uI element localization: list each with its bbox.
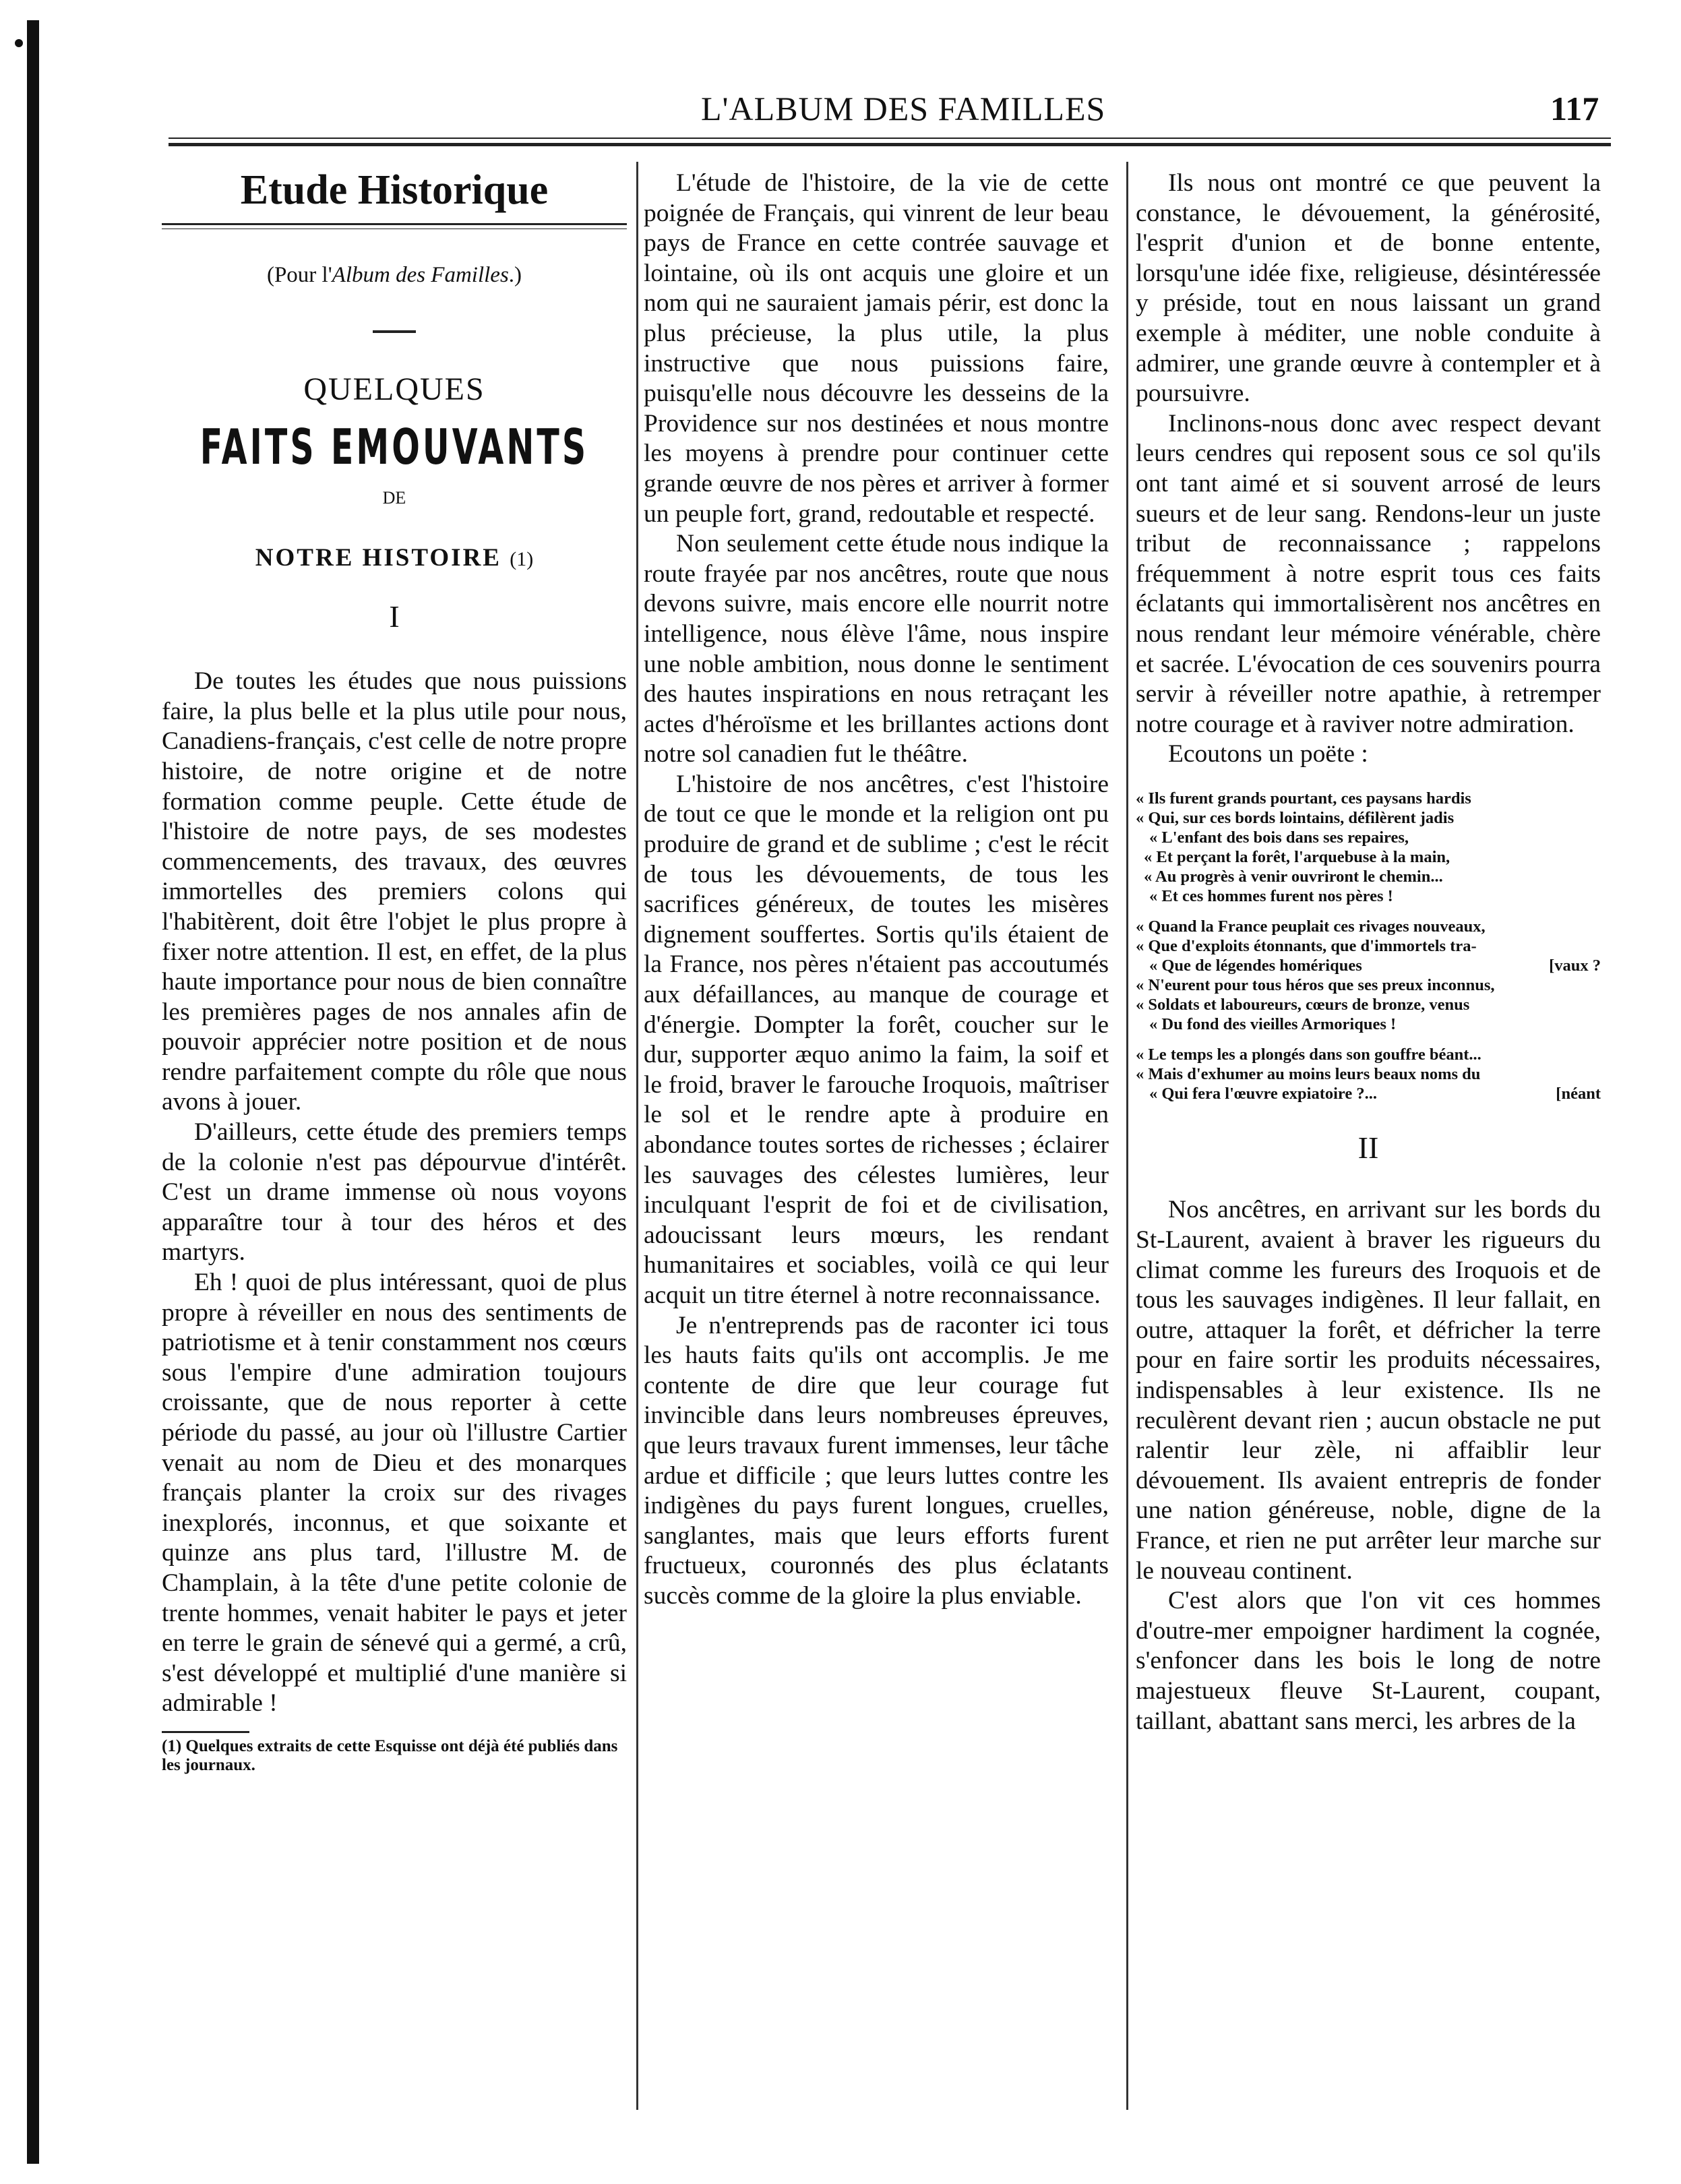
poem-line: « Le temps les a plongés dans son gouffre béant... [1136, 1045, 1481, 1064]
section-numeral-2: II [1357, 1130, 1379, 1165]
column-2 [644, 169, 1109, 1612]
poem-line: « N'eurent pour tous héros que ses preux inconnus, [1136, 975, 1495, 994]
byline-publication: Album des Familles [332, 262, 509, 287]
poem-line: « Ils furent grands pourtant, ces paysans hardis [1136, 789, 1471, 808]
paragraph: C'est alors que l'on vit ces hommes d'outre-mer empoigner hardiment la cognée, s'enfoncer dans les bois le long de notre majestueux fleuve St-Laurent, coupant, taillant, abattant sans merci, les arbres de la [1136, 1587, 1601, 1735]
paragraph: D'ailleurs, cette étude des premiers temps de la colonie n'est pas dépourvue d'intérêt. C'est un drame immense où nous voyons apparaître tour à tour des héros et des martyrs. [162, 1118, 627, 1267]
poem-stanza-2 [1136, 917, 1601, 1034]
poem-line: « Au progrès à venir ouvriront le chemin... [1144, 867, 1443, 886]
poem-line [1136, 956, 1601, 975]
poem-line: « L'enfant des bois dans ses repaires, [1149, 828, 1409, 847]
poem-stanza-3 [1136, 1045, 1601, 1103]
poem-line: « Mais d'exhumer au moins leurs beaux noms du [1136, 1064, 1481, 1083]
poem-line [1136, 1084, 1601, 1103]
poem-line: « Du fond des vieilles Armoriques ! [1149, 1014, 1397, 1033]
title-main: FAITS EMOUVANTS [200, 418, 589, 475]
poem-line-carry: [vaux ? [1549, 956, 1601, 975]
column-3 [1136, 169, 1601, 1736]
poem-line: « Qui, sur ces bords lointains, défilèrent jadis [1136, 808, 1455, 827]
poem-line: « Que d'exploits étonnants, que d'immortels tra- [1136, 936, 1477, 955]
poem-line-carry: [néant [1556, 1084, 1601, 1103]
paragraph: Je n'entreprends pas de raconter ici tous les hauts faits qu'ils ont accomplis. Je me contente de dire que leur courage fut invincible dans leurs nombreuses épreuves, que leurs travaux furent immenses, leur tâche ardue et difficile ; que leurs luttes contre les indigènes du pays furent longues, cruelles, sanglantes, mais que leurs efforts furent fructueux, couronnés des plus éclatants succès comme de la gloire la plus enviable. [644, 1311, 1109, 1610]
title-top: QUELQUES [303, 371, 485, 408]
margin-speck [15, 39, 23, 47]
byline-prefix: (Pour l' [266, 262, 332, 287]
paragraph: Ils nous ont montré ce que peuvent la constance, le dévouement, la générosité, l'esprit d'union et de bonne entente, lorsqu'une idée fixe, religieuse, désintéressée y préside, tout en nous laissant un grand exemple à méditer, une noble conduite à admirer, une grande œuvre à contempler et à poursuivre. [1136, 169, 1601, 408]
poem-line: « Quand la France peuplait ces rivages nouveaux, [1136, 917, 1486, 936]
article-heading: Etude Historique [240, 167, 549, 213]
column-divider-1 [636, 162, 638, 2110]
title-bottom [162, 543, 627, 575]
byline-suffix: .) [508, 262, 522, 287]
short-rule [373, 330, 416, 333]
paragraph: L'histoire de nos ancêtres, c'est l'histoire de tout ce que le monde et la religion ont pu produire de grand et de sublime ; c'est le récit de tous les dévouements, de tous les sacrifices généreux, de toutes les misères dignement souffertes. Sortis qu'ils étaient de la France, nos pères n'étaient pas accoutumés aux défaillances, au manque de courage et d'énergie. Dompter la forêt, coucher sur le dur, supporter æquo animo la faim, la soif et le froid, braver le farouche Iroquois, maîtriser le sol et le rendre apte à produire en abondance toutes sortes de richesses ; éclairer les sauvages des célestes lumières, leur inculquant l'esprit de foi et de civilisation, adoucissant leurs mœurs, les rendant humanitaires et sociables, voilà ce qui leur acquit un titre éternel à notre reconnaissance. [644, 770, 1109, 1309]
paragraph: De toutes les études que nous puissions faire, la plus belle et la plus utile pour nous, Canadiens-français, c'est celle de notre propre histoire, de notre origine et de notre formation comme peuple. Cette étude de l'histoire de notre pays, de ses modestes commencements, des travaux, des œuvres immortelles des premiers colons qui l'habitèrent, doit être l'objet le plus propre à fixer notre attention. Il est, en effet, de la plus haute importance pour nous de bien connaître les premières pages de nos annales afin de pouvoir apprécier notre position et de nous rendre parfaitement compte du rôle que nous avons à jouer. [162, 667, 627, 1116]
paragraph: Nos ancêtres, en arrivant sur les bords du St-Laurent, avaient à braver les rigueurs du climat comme les fureurs des Iroquois et de tous les sauvages indigènes. Il leur fallait, en outre, attaquer la forêt, et défricher la terre pour en faire sortir les produits nécessaires, indispensables à leur existence. Ils ne reculèrent devant rien ; aucun obstacle ne put ralentir leur zèle, ni affaiblir leur dévouement. Ils avaient entrepris de fonder une nation généreuse, noble, digne de la France, et rien ne put arrêter leur marche sur le nouveau continent. [1136, 1196, 1601, 1585]
paragraph: Inclinons-nous donc avec respect devant leurs cendres qui reposent sous ce sol qu'ils ont tant aimé et si souvent arrosé de leurs sueurs et de leur sang. Rendons-leur un juste tribut de reconnaissance ; rappelons fréquemment à notre esprit tous ces faits éclatants qui immortalisèrent nos ancêtres en nous rendant leur mémoire vénérable, chère et sacrée. L'évocation de ces souvenirs pourra servir à réveiller notre apathie, à retremper notre courage et à raviver notre admiration. [1136, 409, 1601, 738]
title-bottom-text: NOTRE HISTOIRE [255, 543, 501, 572]
footnote-ref: (1) [510, 547, 534, 570]
page-number: 117 [1550, 90, 1599, 127]
column-divider-2 [1126, 162, 1128, 2110]
poem-line: « Et perçant la forêt, l'arquebuse à la main, [1144, 847, 1450, 866]
running-title: L'ALBUM DES FAMILLES [701, 90, 1106, 127]
paragraph: Non seulement cette étude nous indique la route frayée par nos ancêtres, route que nous devons suivre, mais encore elle nourrit notre intelligence, nous élève l'âme, nous inspire une noble ambition, nous donne le sentiment des hautes inspirations en nous retraçant les actes d'héroïsme et les brillantes actions dont notre sol canadien fut le théâtre. [644, 530, 1109, 768]
section-numeral-1: I [389, 599, 400, 634]
footnote-rule [162, 1731, 249, 1733]
column-1 [162, 169, 627, 1775]
page-binding-edge [27, 20, 39, 2164]
poem-line-text: « Qui fera l'œuvre expiatoire ?... [1149, 1084, 1377, 1103]
paragraph: Eh ! quoi de plus intéressant, quoi de plus propre à réveiller en nous des sentiments de patriotisme et à tenir constamment nos cœurs sous l'empire d'une admiration toujours croissante, que de nous reporter à cette période du passé, au jour où l'illustre Cartier venait au nom de Dieu et des monarques français planter la croix sur des rivages inexplorés, inconnus, et que soixante et quinze ans plus tard, l'illustre M. de Champlain, à la tête d'une petite colonie de trente hommes, venait habiter le pays et jeter en terre le grain de sénevé qui a germé, a crû, s'est développé et multiplié d'une manière si admirable ! [162, 1269, 627, 1718]
poem [1136, 789, 1601, 1103]
poem-stanza-1 [1136, 789, 1601, 906]
poem-line: « Et ces hommes furent nos pères ! [1149, 886, 1393, 905]
paragraph: L'étude de l'histoire, de la vie de cette poignée de Français, qui vinrent de leur beau pays de France en cette contrée sauvage et lointaine, où ils ont acquis une gloire et un nom qui ne sauraient jamais périr, est donc la plus précieuse, la plus utile, la plus instructive que nous puissions faire, puisqu'elle nous découvre les desseins de la Providence sur nos destinées et nous montre les moyens à prendre pour continuer cette grande œuvre de nos pères et arriver à former un peuple fort, grand, redoutable et respecté. [644, 169, 1109, 528]
header-rule [169, 138, 1611, 146]
title-de: DE [382, 488, 406, 508]
poem-line: « Soldats et laboureurs, cœurs de bronze, venus [1136, 995, 1470, 1014]
footnote: (1) Quelques extraits de cette Esquisse ont déjà été publiés dans les journaux. [162, 1736, 618, 1774]
byline [162, 260, 627, 291]
paragraph: Ecoutons un poëte : [1168, 740, 1368, 768]
heading-rule [162, 223, 627, 229]
poem-line-text: « Que de légendes homériques [1149, 956, 1362, 975]
